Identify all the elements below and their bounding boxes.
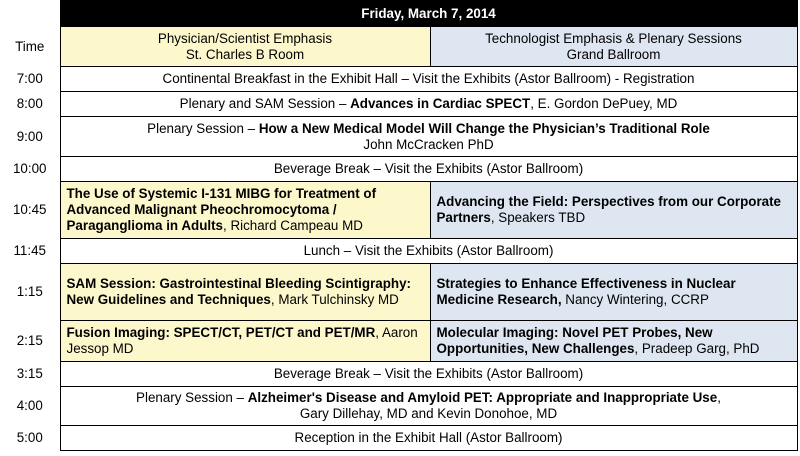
- row-time: 8:00: [16, 96, 43, 111]
- session-cell: Plenary Session – How a New Medical Model Will Change the Physician’s Traditional Role John McCracken PhD: [60, 117, 797, 157]
- session-title: The Use of Systemic I-131 MIBG for Treatment of Advanced Malignant Pheochromocytoma / Paraganglioma in Adults: [66, 186, 377, 233]
- session-cell: Beverage Break – Visit the Exhibits (Astor Ballroom): [60, 157, 797, 182]
- session-speaker: John McCracken PhD: [363, 136, 494, 152]
- date-header: Friday, March 7, 2014: [60, 1, 797, 27]
- physician-session-cell: The Use of Systemic I-131 MIBG for Treatment of Advanced Malignant Pheochromocytoma / Paraganglioma in Adults, Richard Campeau MD: [60, 182, 430, 239]
- row-time: 7:00: [16, 71, 43, 86]
- physician-session-cell: SAM Session: Gastrointestinal Bleeding Scintigraphy: New Guidelines and Techniques, Mark Tulchinsky MD: [60, 264, 430, 321]
- row-time: 1:15: [16, 284, 43, 299]
- schedule-row: [0, 239, 797, 264]
- row-time: 3:15: [16, 366, 43, 381]
- session-cell: Plenary and SAM Session – Advances in Cardiac SPECT, E. Gordon DePuey, MD: [60, 92, 797, 117]
- physician-session-cell: Fusion Imaging: SPECT/CT, PET/CT and PET/MR, Aaron Jessop MD: [60, 321, 430, 362]
- row-time: 11:45: [13, 243, 46, 258]
- session-cell: Beverage Break – Visit the Exhibits (Astor Ballroom): [60, 362, 797, 387]
- schedule-row: [0, 321, 797, 362]
- column-header-row: [0, 27, 797, 67]
- session-title: SAM Session: Gastrointestinal Bleeding Scintigraphy: New Guidelines and Techniques: [66, 276, 411, 307]
- row-time: 4:00: [16, 398, 43, 413]
- physician-column-room: St. Charles B Room: [185, 46, 305, 62]
- session-title: Alzheimer's Disease and Amyloid PET: Appropriate and Inappropriate Use: [247, 390, 718, 405]
- session-cell: Continental Breakfast in the Exhibit Hall – Visit the Exhibits (Astor Ballroom) - Registration: [60, 67, 797, 92]
- header-row: [0, 1, 797, 27]
- schedule-row: [0, 426, 797, 451]
- technologist-session-cell: Strategies to Enhance Effectiveness in Nuclear Medicine Research, Nancy Wintering, CCRP: [430, 264, 797, 321]
- row-time: 9:00: [16, 128, 43, 144]
- session-title: Strategies to Enhance Effectiveness in Nuclear Medicine Research,: [436, 276, 736, 307]
- session-cell: Plenary Session – Alzheimer's Disease and Amyloid PET: Appropriate and Inappropriate Use, Gary Dillehay, MD and Kevin Donohoe, MD: [60, 387, 797, 426]
- row-time: 5:00: [16, 430, 43, 445]
- physician-column-header: [60, 27, 430, 67]
- session-title: How a New Medical Model Will Change the Physician’s Traditional Role: [258, 120, 710, 136]
- row-time: 10:45: [12, 202, 47, 217]
- session-cell: Reception in the Exhibit Hall (Astor Ballroom): [60, 426, 797, 451]
- row-time: 10:00: [12, 161, 47, 176]
- session-title: Fusion Imaging: SPECT/CT, PET/CT and PET/MR: [66, 325, 376, 340]
- schedule-row: [0, 182, 797, 239]
- schedule-row: [0, 67, 797, 92]
- schedule-row: [0, 264, 797, 321]
- physician-column-title: Physician/Scientist Emphasis: [157, 30, 333, 46]
- schedule-row: [0, 387, 797, 426]
- session-speaker: Gary Dillehay, MD and Kevin Donohoe, MD: [299, 406, 558, 421]
- session-title: Molecular Imaging: Novel PET Probes, New Opportunities, New Challenges: [436, 325, 713, 356]
- time-column-label: Time: [15, 38, 45, 54]
- session-title: Advances in Cardiac SPECT: [350, 96, 531, 111]
- technologist-column-header: [430, 27, 797, 67]
- technologist-session-cell: Advancing the Field: Perspectives from our Corporate Partners, Speakers TBD: [430, 182, 797, 239]
- technologist-session-cell: Molecular Imaging: Novel PET Probes, New Opportunities, New Challenges, Pradeep Garg, PhD: [430, 321, 797, 362]
- technologist-column-room: Grand Ballroom: [566, 46, 661, 62]
- schedule-row: [0, 157, 797, 182]
- schedule-row: [0, 117, 797, 157]
- row-time: 2:15: [16, 333, 43, 348]
- session-cell: Lunch – Visit the Exhibits (Astor Ballroom): [60, 239, 797, 264]
- schedule-row: [0, 92, 797, 117]
- session-title: Advancing the Field: Perspectives from our Corporate Partners: [436, 194, 782, 225]
- schedule-row: [0, 362, 797, 387]
- technologist-column-title: Technologist Emphasis & Plenary Sessions: [485, 30, 742, 46]
